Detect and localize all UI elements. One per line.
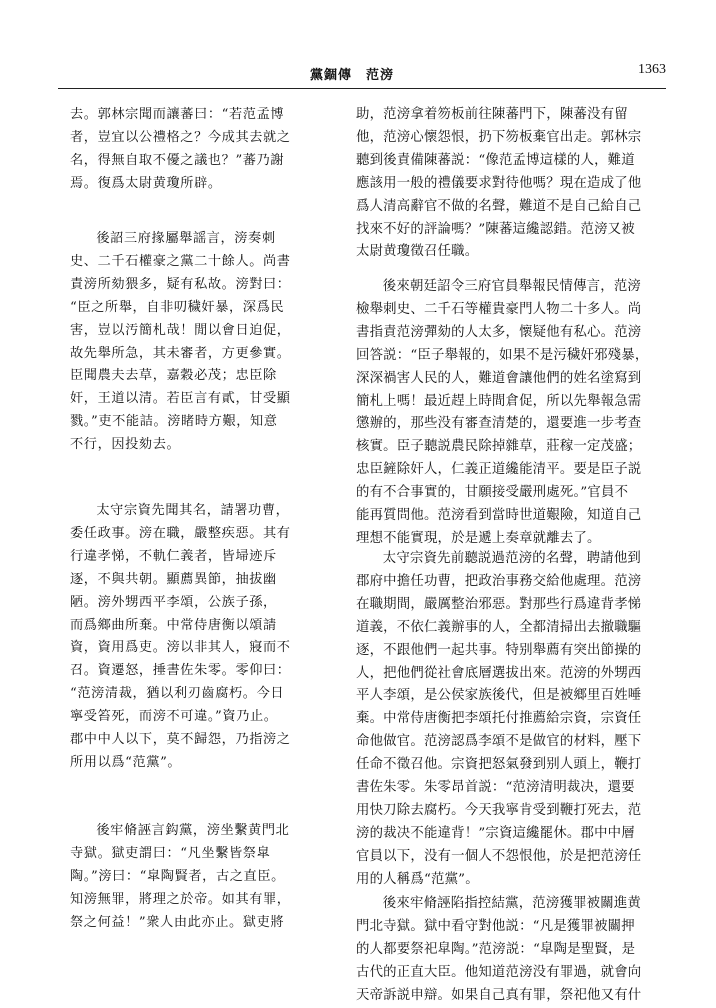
text-line: 滂的裁决不能違背！”宗資這纔罷休。郡中中層 [356,825,635,841]
text-line: 人，把他們從社會底層選拔出來。范滂的外甥西 [356,665,642,681]
text-line: 後詔三府掾屬舉謡言，滂奏刺 [96,231,276,246]
header-rule [58,88,666,89]
text-line: 不行，因投劾去。 [70,437,181,453]
text-line: 責滂所劾猥多，疑有私故。滂對曰： [70,276,291,292]
text-line: 命他做官。范滂認爲李頌不是做官的材料，壓下 [356,734,642,750]
text-line: 後來朝廷詔令三府官員舉報民情傳言，范滂 [382,279,642,294]
text-line: 能再質問他。范滂看到當時世道艱險，知道自己 [356,508,642,524]
text-line: 官員以下，没有一個人不怨恨他，於是把范滂任 [356,848,642,864]
paragraph [356,276,661,551]
paragraph [70,500,338,775]
text-line: 回答説：“臣子舉報的，如果不是污穢奸邪殘暴， [356,347,649,363]
paragraph [356,893,661,1008]
text-line: “范滂清裁，猶以利刃齒腐朽。今日 [70,686,285,702]
text-line: 焉。復爲太尉黄瓊所辟。 [70,175,222,191]
text-line: 召。資遷怒，捶書佐朱零。零仰曰： [70,663,291,679]
text-line: 郡府中擔任功曹，把政治事務交給他處理。范滂 [356,573,642,589]
text-line: 委任政事。滂在職，嚴整疾惡。其有 [70,525,291,541]
page-number: 1363 [638,62,666,77]
text-line: 太守宗資先前聽説過范滂的名聲，聘請他到 [382,551,642,566]
text-line: 臣聞農夫去草，嘉穀必茂；忠臣除 [70,368,277,384]
text-line: 害，豈以汚簡札哉！閒以會日迫促， [70,322,291,338]
text-line: 逐，不與共朝。顯薦異節，抽拔幽 [70,571,277,587]
text-line: 應該用一般的禮儀要求對待他嗎？現在造成了他 [356,175,642,191]
text-line: 的人都要祭祀皐陶。”范滂説：“皐陶是聖賢，是 [356,941,636,957]
text-line: 門北寺獄。獄中看守對他説：“凡是獲罪被關押 [356,918,635,934]
text-line: 資，資用爲吏。滂以非其人，寢而不 [70,640,291,656]
text-line: 所用以爲“范黨”。 [70,754,182,770]
text-line: 聽到後責備陳蕃説：“像范孟博這樣的人，難道 [356,152,635,168]
text-line: 書佐朱零。朱零昂首説：“范滂清明裁决，還要 [356,780,635,796]
text-line: 檢舉刺史、二千石等權貴豪門人物二十多人。尚 [356,301,642,317]
text-line: 忠臣鏟除奸人，仁義正道纔能清平。要是臣子説 [356,462,642,478]
text-line: 他，范滂心懷怨恨，扔下笏板棄官出走。郭林宗 [356,129,642,145]
paragraph [70,104,338,196]
text-line: 找來不好的評論嗎？”陳蕃這纔認錯。范滂又被 [356,221,635,237]
text-line: 懲辦的，那些没有審查清楚的，還要進一步考查 [356,416,642,432]
text-line: 名，得無自取不優之議也？”蕃乃謝 [70,152,285,168]
text-line: 逐，不跟他們一起共事。特别舉薦有突出節操的 [356,642,642,658]
text-line: 祭之何益！”衆人由此亦止。獄吏將 [70,914,285,930]
text-line: 後牢脩誣言鈎黨，滂坐繫黄門北 [96,823,290,838]
text-line: 棄。中常侍唐衡把李頌托付推薦給宗資，宗資任 [356,711,642,727]
text-line: 行違孝悌，不軌仁義者，皆埽迹斥 [70,548,277,564]
text-line: 道義，不依仁義辦事的人，全都清掃出去撤職驅 [356,619,642,635]
text-line: 寺獄。獄吏謂曰：“凡坐繫皆祭皐 [70,845,271,861]
text-line: “臣之所舉，自非叨穢奸暴，深爲民 [70,299,285,315]
running-title: 黨錮傳 范滂 [310,68,395,83]
text-line: 奸，王道以清。若臣言有貳，甘受顯 [70,391,291,407]
text-line: 核實。臣子聽説農民除掉雜草，莊稼一定茂盛； [356,439,642,455]
text-line: 陶。”滂曰：“皐陶賢者，古之直臣。 [70,868,285,884]
text-line: 寧受笞死，而滂不可違。”資乃止。 [70,709,278,725]
text-line: 戮。”吏不能詰。滂睹時方艱，知意 [70,414,278,430]
text-line: 理想不能實現，於是遞上奏章就離去了。 [356,530,601,546]
text-line: 者，豈宜以公禮格之？今成其去就之 [70,129,291,145]
text-line: 平人李頌，是公侯家族後代，但是被鄉里百姓唾 [356,688,642,704]
paragraph [70,820,338,935]
text-line: 爲人清高辭官不做的名聲，難道不是自己給自己 [356,198,642,214]
text-line: 後來牢脩誣陷指控結黨，范滂獲罪被關進黄 [382,896,642,911]
text-line: 史、二千石權豪之黨二十餘人。尚書 [70,253,291,269]
paragraph [356,548,661,892]
text-line: 深深禍害人民的人，難道會讓他們的姓名塗寫到 [356,370,642,386]
paragraph [356,104,661,264]
text-line: 故先舉所急，其未審者，方更參實。 [70,345,291,361]
text-line: 助，范滂拿着笏板前往陳蕃門下，陳蕃没有留 [356,107,628,122]
text-line: 太守宗資先聞其名，請署功曹， [96,503,290,518]
text-line: 用的人稱爲“范黨”。 [356,871,479,887]
text-line: 太尉黄瓊徵召任職。 [356,244,479,260]
paragraph [70,228,338,457]
text-line: 去。郭林宗聞而讓蕃曰：“若范孟博 [70,107,285,122]
text-line: 而爲鄉曲所棄。中常侍唐衡以頌請 [70,617,277,633]
text-line: 古代的正直大臣。他知道范滂没有罪過，就會向 [356,964,642,980]
text-line: 在職期間，嚴厲整治邪惡。對那些行爲違背孝悌 [356,596,642,612]
text-line: 書指責范滂彈劾的人太多，懷疑他有私心。范滂 [356,324,642,340]
page-header [58,60,666,86]
text-line: 用快刀除去腐朽。今天我寧肯受到鞭打死去，范 [356,802,642,818]
text-line: 知滂無罪，將理之於帝。如其有罪， [70,891,291,907]
text-line: 郡中中人以下，莫不歸怨，乃指滂之 [70,732,291,748]
text-line: 陋。滂外甥西平李頌，公族子孫， [70,594,277,610]
text-line: 任命不徵召他。宗資把怒氣發到别人頭上，鞭打 [356,757,642,773]
text-line: 天帝訴説申辯。如果自己真有罪，祭祀他又有什 [356,987,642,1003]
text-line: 的有不合事實的，甘願接受嚴刑處死。”官員不 [356,485,629,501]
text-line: 簡札上嗎！最近趕上時間倉促，所以先舉報急需 [356,393,642,409]
